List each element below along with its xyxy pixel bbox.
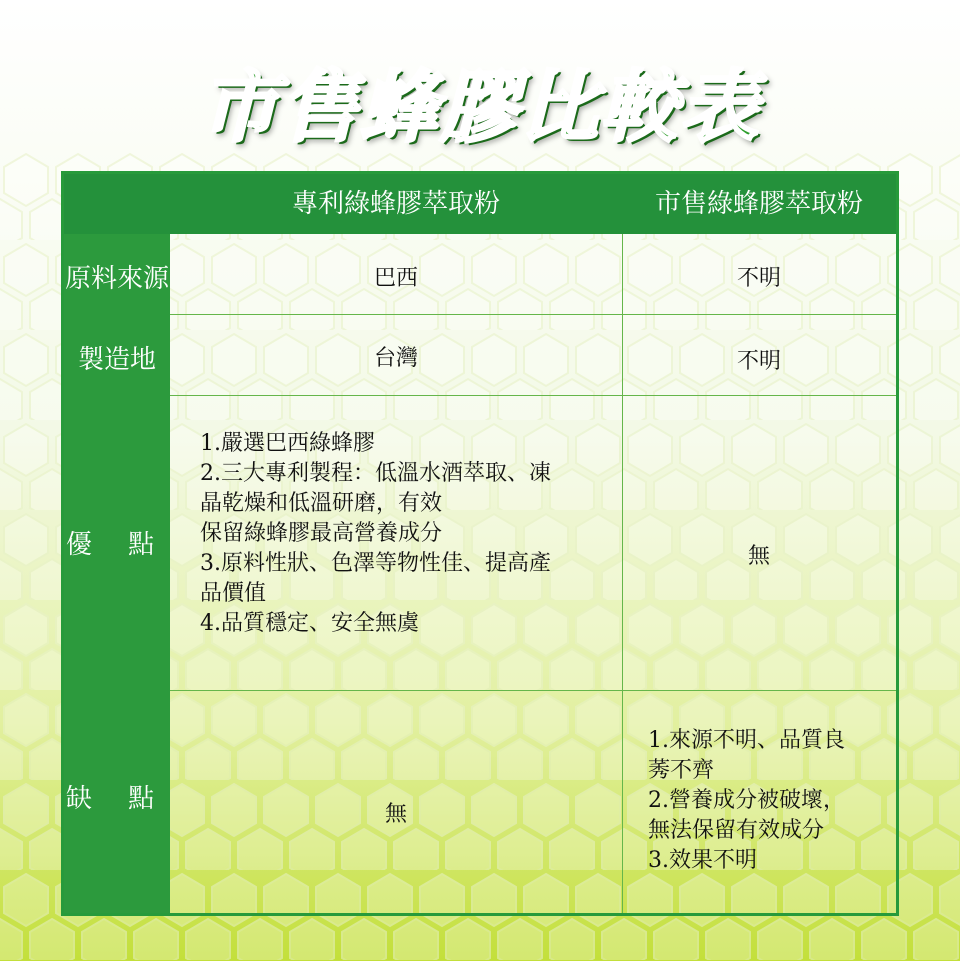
row-divider (170, 395, 896, 396)
list-item: 無法保留有效成分 (648, 818, 825, 843)
list-item: 2.營養成分被破壞， (648, 788, 845, 813)
cell-patent-source: 巴西 (373, 266, 418, 291)
cell-market-origin: 不明 (736, 349, 781, 374)
row-label-source: 原料來源 (64, 264, 169, 294)
row-divider (170, 690, 896, 691)
cell-market-source: 不明 (736, 266, 781, 291)
list-item: 3.原料性狀、色澤等物性佳、提高產 (200, 551, 551, 576)
list-item: 3.效果不明 (648, 848, 757, 873)
row-label-disadvantages: 缺 點 (65, 784, 169, 814)
list-item: 4.品質穩定、安全無虞 (200, 611, 419, 636)
cell-patent-advantages (200, 429, 620, 639)
list-item: 品價值 (200, 581, 267, 606)
table-header (64, 174, 896, 234)
list-item: 2.三大專利製程：低溫水酒萃取、凍 (200, 461, 551, 486)
column-divider (622, 234, 623, 913)
cell-market-advantages: 無 (747, 544, 770, 569)
list-item: 1.來源不明、品質良 (648, 728, 845, 753)
cell-market-disadvantages (648, 726, 894, 876)
list-item: 莠不齊 (648, 758, 715, 783)
list-item: 1.嚴選巴西綠蜂膠 (200, 431, 375, 456)
page-title: 市售蜂膠比較表 (199, 63, 760, 153)
cell-patent-disadvantages: 無 (384, 802, 407, 827)
row-divider (170, 314, 896, 315)
row-label-advantages: 優 點 (65, 530, 169, 560)
column-header-market: 市售綠蜂膠萃取粉 (654, 189, 863, 219)
cell-patent-origin: 台灣 (373, 346, 418, 371)
list-item: 保留綠蜂膠最高營養成分 (200, 521, 443, 546)
row-label-origin: 製造地 (77, 345, 156, 375)
comparison-table (61, 171, 899, 916)
column-header-patent: 專利綠蜂膠萃取粉 (291, 189, 500, 219)
list-item: 晶乾燥和低溫研磨，有效 (200, 491, 443, 516)
